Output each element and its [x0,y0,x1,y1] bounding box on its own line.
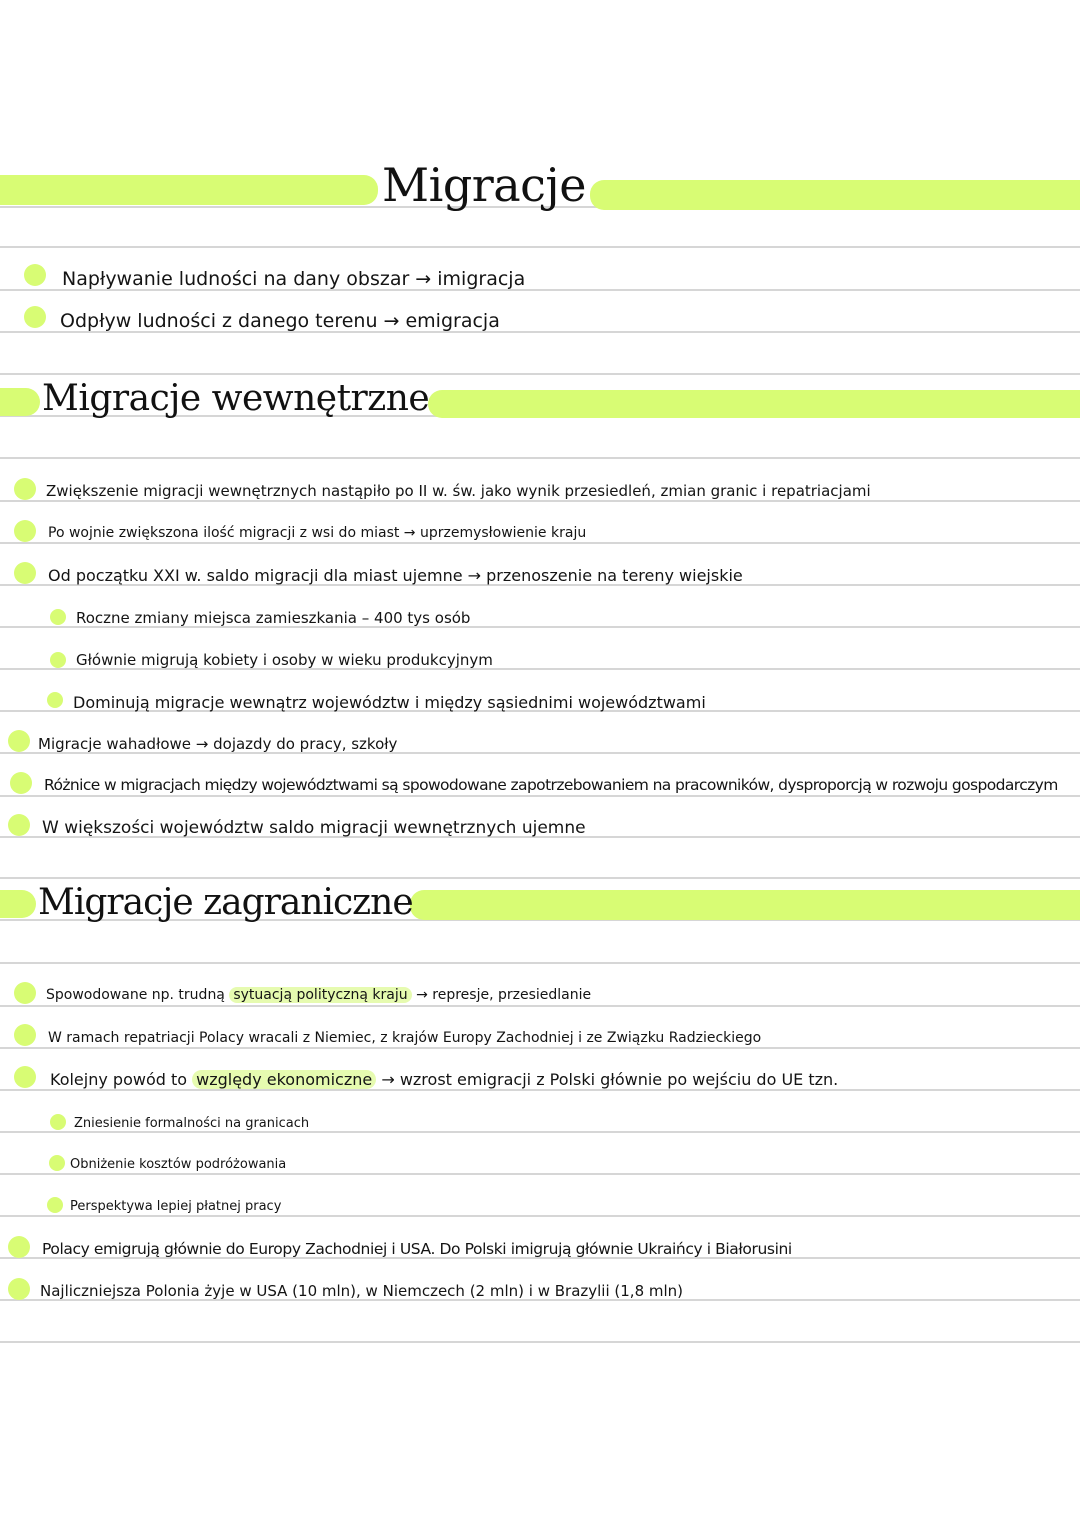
sub-list-item: Perspektywa lepiej płatnej pracy [70,1199,282,1214]
bullet-icon [8,1278,30,1300]
sub-list-item: Głównie migrują kobiety i osoby w wieku produkcyjnym [76,651,493,669]
rule-line [0,962,1080,964]
bullet-icon [50,609,66,625]
item-text: → represje, przesiedlanie [411,987,592,1003]
bullet-icon [14,520,36,542]
list-item: Zwiększenie migracji wewnętrznych nastąpiło po II w. św. jako wynik przesiedleń, zmian granic i repatriacjami [46,482,871,500]
rule-line [0,1089,1080,1091]
section-highlight-left [0,890,36,918]
sub-list-item: Obniżenie kosztów podróżowania [70,1157,287,1172]
rule-line [0,373,1080,375]
rule-line [0,1341,1080,1343]
rule-line [0,795,1080,797]
bullet-icon [8,730,30,752]
rule-line [0,500,1080,502]
section-heading: Migracje wewnętrzne [42,378,430,419]
bullet-icon [14,1024,36,1046]
sub-list-item: Zniesienie formalności na granicach [74,1116,310,1131]
intro-item: Napływanie ludności na dany obszar → imigracja [62,268,526,290]
bullet-icon [8,1236,30,1258]
rule-line [0,1131,1080,1133]
bullet-icon [14,982,36,1004]
list-item: Od początku XXI w. saldo migracji dla miast ujemne → przenoszenie na tereny wiejskie [48,566,743,585]
highlighted-phrase: względy ekonomiczne [192,1070,376,1089]
bullet-icon [14,1066,36,1088]
item-text: → wzrost emigracji z Polski głównie po wejściu do UE tzn. [376,1070,839,1089]
bullet-icon [24,306,46,328]
section-highlight-right [410,890,1080,920]
list-item: W większości województw saldo migracji wewnętrznych ujemne [42,818,586,838]
bullet-icon [47,1197,63,1213]
section-heading: Migracje zagraniczne [38,882,413,923]
highlighted-phrase: sytuacją polityczną kraju [229,987,411,1003]
bullet-icon [50,652,66,668]
bullet-icon [14,562,36,584]
item-text: Kolejny powód to [50,1070,193,1089]
section-highlight-left [0,388,40,416]
intro-item: Odpływ ludności z danego terenu → emigracja [60,310,500,332]
rule-line [0,1215,1080,1217]
bullet-icon [47,692,63,708]
rule-line [0,542,1080,544]
bullet-icon [8,814,30,836]
rule-line [0,457,1080,459]
title-highlight-left [0,175,378,205]
page-title: Migracje [382,158,586,212]
list-item [50,1070,838,1089]
bullet-icon [24,264,46,286]
rule-line [0,1173,1080,1175]
list-item: W ramach repatriacji Polacy wracali z Niemiec, z krajów Europy Zachodniej i ze Związku Radzieckiego [48,1030,762,1046]
bullet-icon [49,1155,65,1171]
title-highlight-right [590,180,1080,210]
rule-line [0,877,1080,879]
list-item [46,987,591,1003]
sub-list-item: Dominują migracje wewnątrz województw i między sąsiednimi województwami [73,693,706,712]
list-item: Najliczniejsza Polonia żyje w USA (10 mln), w Niemczech (2 mln) i w Brazylii (1,8 mln) [40,1282,684,1300]
bullet-icon [14,478,36,500]
bullet-icon [50,1114,66,1130]
list-item: Różnice w migracjach między województwami są spowodowane zapotrzebowaniem na pracowników, dysproporcją w rozwoju gospodarczym [44,776,1058,794]
rule-line [0,1005,1080,1007]
sub-list-item: Roczne zmiany miejsca zamieszkania – 400 tys osób [76,609,471,627]
rule-line [0,246,1080,248]
bullet-icon [10,772,32,794]
section-highlight-right [428,390,1080,418]
list-item: Polacy emigrują głównie do Europy Zachodniej i USA. Do Polski imigrują głównie Ukraińcy i Białorusini [42,1240,792,1258]
list-item: Po wojnie zwiększona ilość migracji z wsi do miast → uprzemysłowienie kraju [48,525,587,541]
rule-line [0,1047,1080,1049]
list-item: Migracje wahadłowe → dojazdy do pracy, szkoły [38,735,398,753]
item-text: Spowodowane np. trudną [46,987,230,1003]
